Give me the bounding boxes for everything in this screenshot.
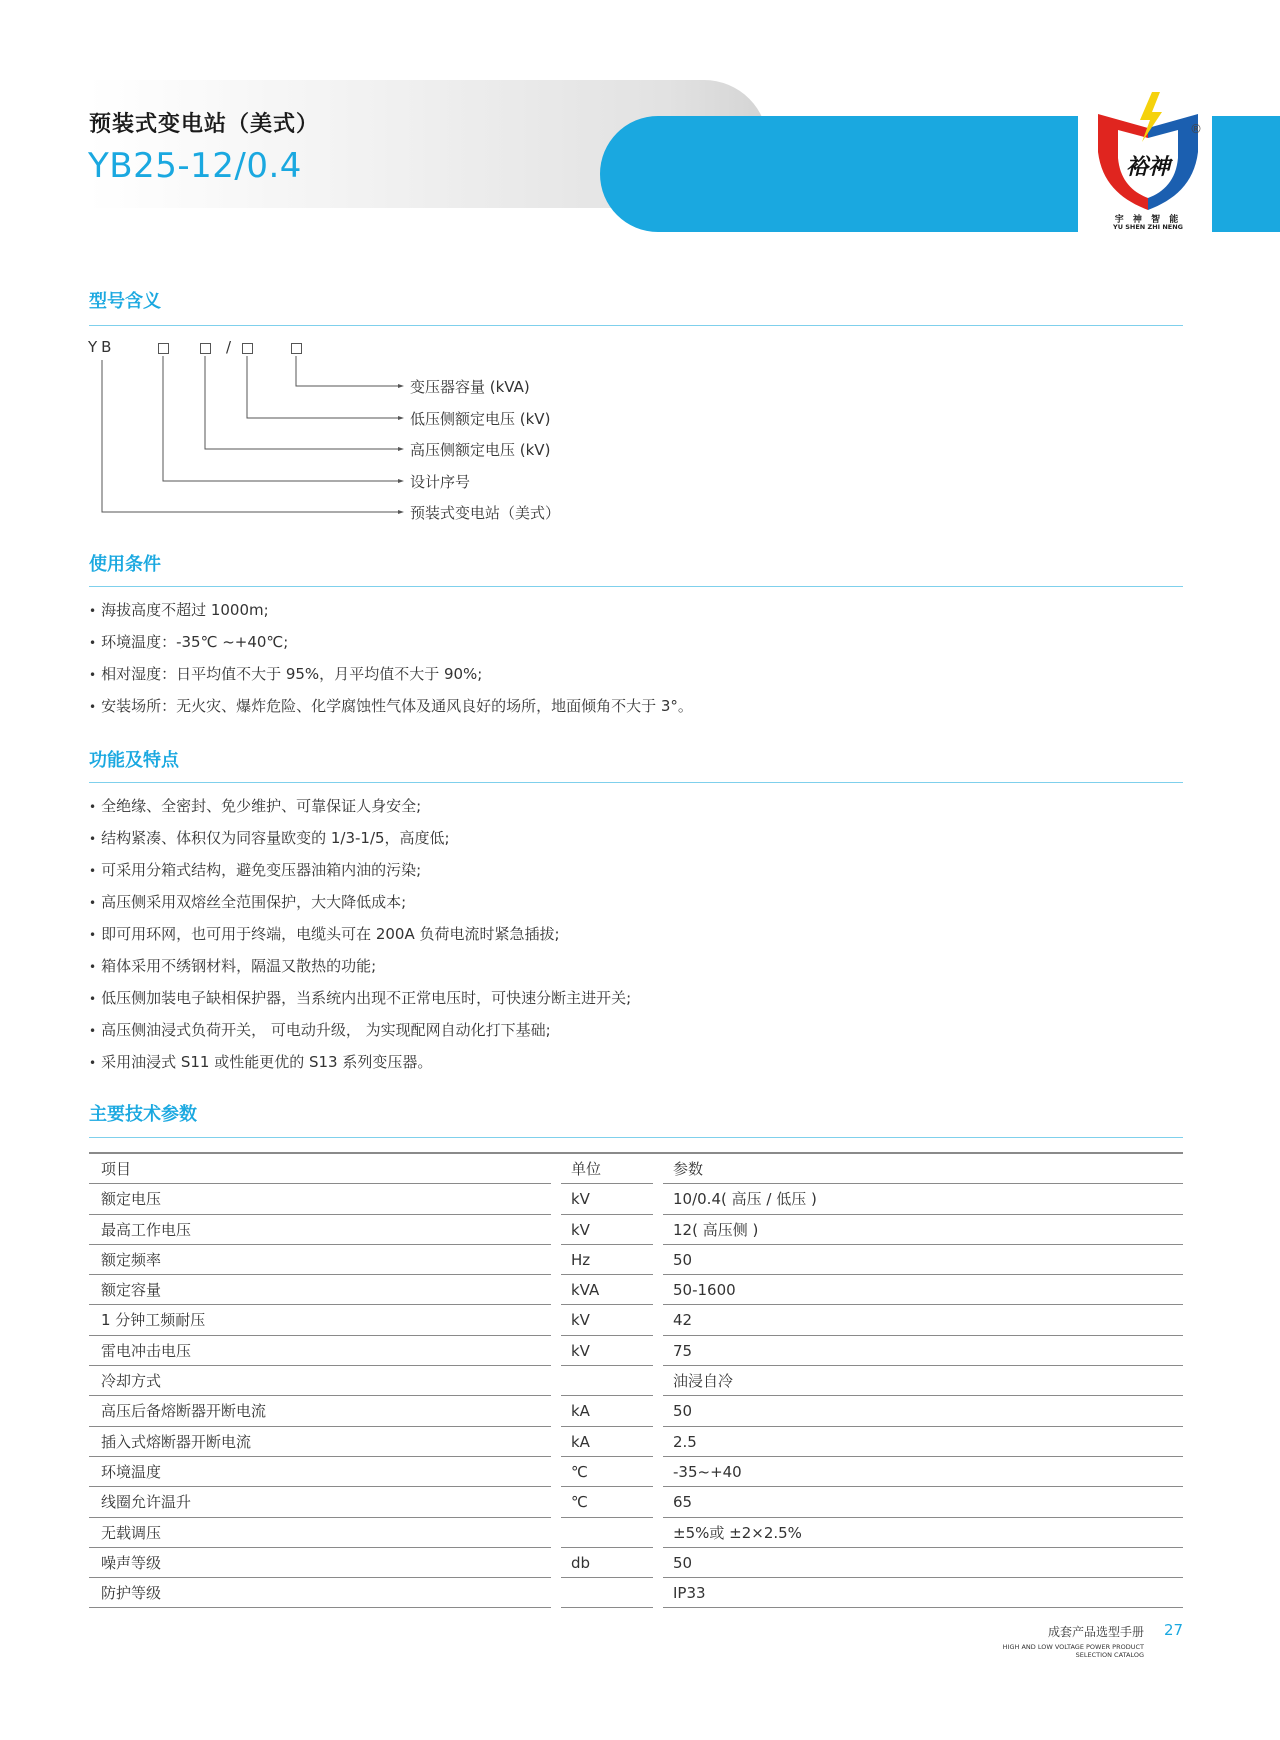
list-item: • 即可用环网，也可用于终端，电缆头可在 200A 负荷电流时紧急插拔; (89, 918, 631, 950)
table-header-row (89, 1154, 1183, 1184)
table-row (89, 1275, 1183, 1305)
label-substation-type: 预装式变电站（美式） (410, 504, 561, 522)
cell-value: 油浸自冷 (663, 1366, 1183, 1396)
list-item: • 高压侧油浸式负荷开关， 可电动升级， 为实现配网自动化打下基础; (89, 1014, 631, 1046)
table-row (89, 1305, 1183, 1335)
header-blue-band (600, 116, 1078, 232)
section-title-params: 主要技术参数 (89, 1104, 197, 1125)
cell-item: 额定频率 (89, 1245, 551, 1275)
conditions-list (89, 594, 693, 722)
section-divider (89, 782, 1183, 783)
header-blue-edge (1212, 116, 1280, 232)
cell-value: 50-1600 (663, 1275, 1183, 1305)
registered-mark: ® (1190, 122, 1202, 136)
table-row (89, 1578, 1183, 1608)
table-row (89, 1487, 1183, 1517)
catalog-title-en-1: HIGH AND LOW VOLTAGE POWER PRODUCT (1002, 1643, 1144, 1651)
catalog-title-cn: 成套产品选型手册 (1047, 1625, 1144, 1639)
header-cell-item: 项目 (89, 1154, 551, 1184)
cell-item: 最高工作电压 (89, 1215, 551, 1245)
brand-name-cn: 宇 神 智 能 (1114, 215, 1182, 225)
params-table (89, 1154, 1183, 1608)
features-list (89, 790, 631, 1078)
brand-glyph: 裕神 (1125, 154, 1171, 180)
table-row (89, 1184, 1183, 1214)
cell-value: 12( 高压侧 ) (663, 1215, 1183, 1245)
cell-value: IP33 (663, 1578, 1183, 1608)
list-item: • 海拔高度不超过 1000m; (89, 594, 693, 626)
table-row (89, 1245, 1183, 1275)
cell-unit (561, 1578, 653, 1608)
cell-item: 无载调压 (89, 1518, 551, 1548)
table-row (89, 1215, 1183, 1245)
list-item: • 低压侧加装电子缺相保护器，当系统内出现不正常电压时，可快速分断主进开关; (89, 982, 631, 1014)
cell-item: 额定电压 (89, 1184, 551, 1214)
section-title-features: 功能及特点 (89, 750, 179, 771)
cell-unit (561, 1366, 653, 1396)
table-row (89, 1548, 1183, 1578)
list-item: • 采用油浸式 S11 或性能更优的 S13 系列变压器。 (89, 1046, 631, 1078)
table-row (89, 1366, 1183, 1396)
section-divider (89, 586, 1183, 587)
cell-unit: kA (561, 1427, 653, 1457)
model-slash: / (226, 338, 232, 356)
cell-value: ±5%或 ±2×2.5% (663, 1518, 1183, 1548)
cell-item: 雷电冲击电压 (89, 1336, 551, 1366)
cell-item: 插入式熔断器开断电流 (89, 1427, 551, 1457)
header-cell-unit: 单位 (561, 1154, 653, 1184)
brand-name-pinyin: YU SHEN ZHI NENG (1112, 223, 1183, 231)
page-title: 预装式变电站（美式） (89, 112, 320, 137)
cell-value: 2.5 (663, 1427, 1183, 1457)
cell-value: -35~+40 (663, 1457, 1183, 1487)
section-divider (89, 325, 1183, 326)
cell-unit: kA (561, 1396, 653, 1426)
section-title-model-meaning: 型号含义 (89, 291, 161, 312)
cell-value: 10/0.4( 高压 / 低压 ) (663, 1184, 1183, 1214)
header-cell-value: 参数 (663, 1154, 1183, 1184)
cell-item: 冷却方式 (89, 1366, 551, 1396)
cell-unit: kV (561, 1336, 653, 1366)
list-item: • 可采用分箱式结构，避免变压器油箱内油的污染; (89, 854, 631, 886)
list-item: • 箱体采用不绣钢材料，隔温又散热的功能; (89, 950, 631, 982)
cell-item: 额定容量 (89, 1275, 551, 1305)
cell-unit: kVA (561, 1275, 653, 1305)
list-item: • 环境温度：-35℃ ~+40℃; (89, 626, 693, 658)
diagram-lines (88, 338, 418, 528)
cell-unit (561, 1518, 653, 1548)
list-item: • 相对湿度：日平均值不大于 95%，月平均值不大于 90%; (89, 658, 693, 690)
cell-value: 75 (663, 1336, 1183, 1366)
cell-unit: kV (561, 1184, 653, 1214)
cell-item: 线圈允许温升 (89, 1487, 551, 1517)
cell-value: 42 (663, 1305, 1183, 1335)
cell-value: 50 (663, 1396, 1183, 1426)
section-title-conditions: 使用条件 (89, 554, 161, 575)
cell-unit: kV (561, 1215, 653, 1245)
cell-unit: db (561, 1548, 653, 1578)
list-item: • 全绝缘、全密封、免少维护、可靠保证人身安全; (89, 790, 631, 822)
list-item: • 高压侧采用双熔丝全范围保护，大大降低成本; (89, 886, 631, 918)
list-item: • 安装场所：无火灾、爆炸危险、化学腐蚀性气体及通风良好的场所，地面倾角不大于 3°。 (89, 690, 693, 722)
label-capacity: 变压器容量 (kVA) (410, 378, 530, 396)
table-row (89, 1427, 1183, 1457)
cell-value: 50 (663, 1245, 1183, 1275)
table-row (89, 1336, 1183, 1366)
cell-unit: Hz (561, 1245, 653, 1275)
label-hv-voltage: 高压侧额定电压 (kV) (410, 441, 551, 459)
brand-logo (1092, 92, 1204, 228)
cell-unit: ℃ (561, 1487, 653, 1517)
label-design-seq: 设计序号 (410, 473, 471, 491)
cell-unit: ℃ (561, 1457, 653, 1487)
cell-unit: kV (561, 1305, 653, 1335)
table-row (89, 1396, 1183, 1426)
cell-item: 噪声等级 (89, 1548, 551, 1578)
table-row (89, 1457, 1183, 1487)
cell-item: 1 分钟工频耐压 (89, 1305, 551, 1335)
table-row (89, 1518, 1183, 1548)
section-divider (89, 1137, 1183, 1138)
cell-item: 高压后备熔断器开断电流 (89, 1396, 551, 1426)
cell-value: 65 (663, 1487, 1183, 1517)
list-item: • 结构紧凑、体积仅为同容量欧变的 1/3-1/5，高度低; (89, 822, 631, 854)
cell-item: 环境温度 (89, 1457, 551, 1487)
model-number: YB25-12/0.4 (88, 146, 302, 186)
label-lv-voltage: 低压侧额定电压 (kV) (410, 410, 551, 428)
model-prefix: YB (88, 338, 116, 356)
cell-value: 50 (663, 1548, 1183, 1578)
page-number: 27 (1164, 1621, 1184, 1639)
model-diagram (88, 338, 648, 528)
cell-item: 防护等级 (89, 1578, 551, 1608)
catalog-title-en-2: SELECTION CATALOG (1075, 1651, 1144, 1659)
